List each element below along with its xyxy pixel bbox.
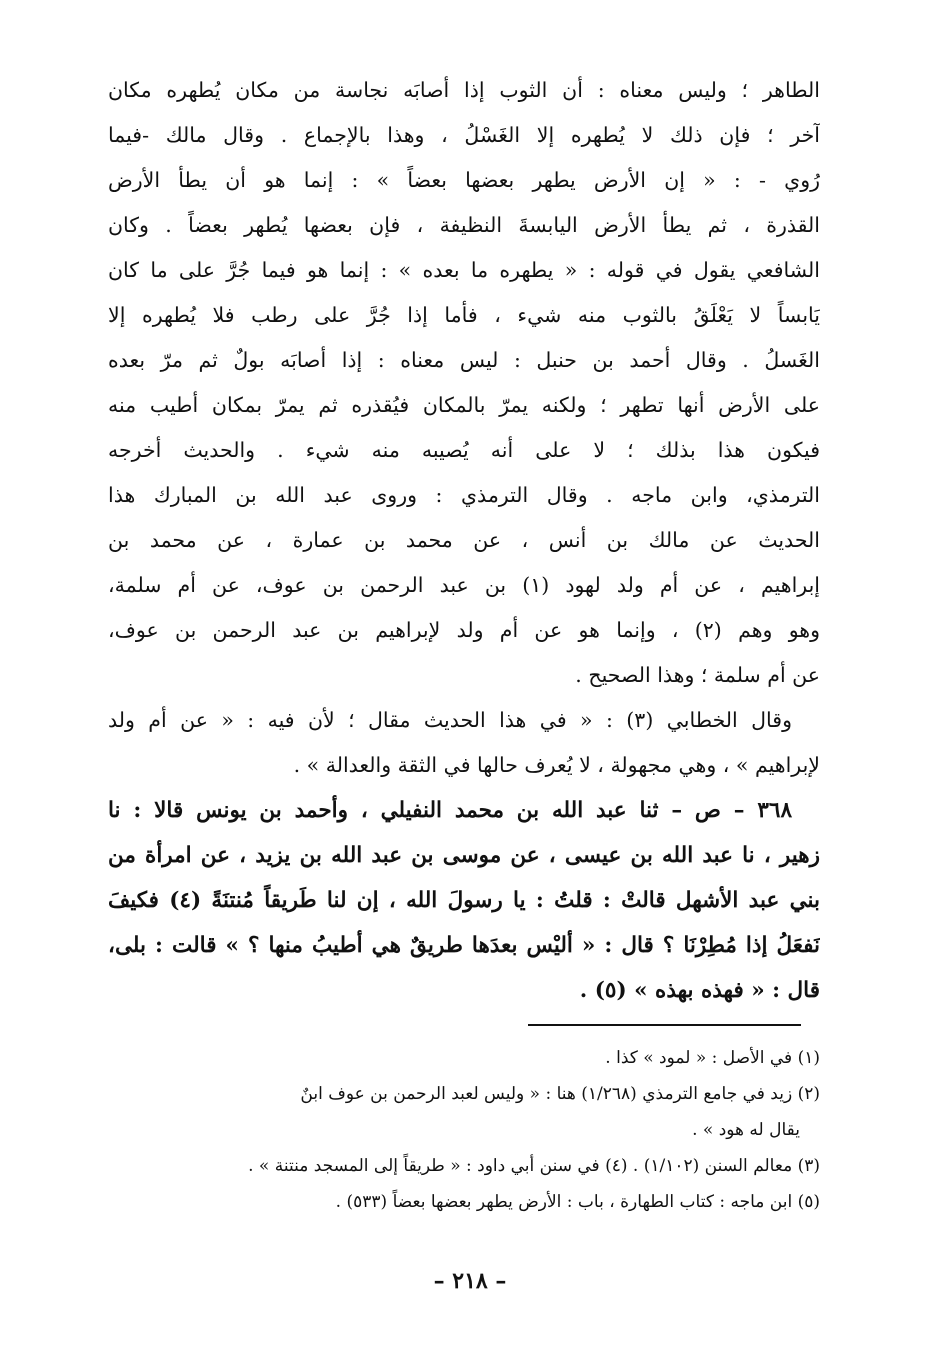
text-line: الشافعي يقول في قوله : « يطهره ما بعده » : إنما هو فيما جُرَّ على ما كان [108, 258, 820, 282]
commentary-paragraph [108, 68, 820, 698]
hadith-line: زهير ، نا عبد الله بن عيسى ، عن موسى بن عبد الله بن يزيد ، عن امرأة من [108, 843, 820, 868]
footnote-divider [528, 1024, 801, 1026]
footnote: (٥) ابن ماجه : كتاب الطهارة ، باب : الأرض يطهر بعضها بعضاً (٥٣٣) . [335, 1192, 820, 1212]
text-line: وقال الخطابي (٣) : « في هذا الحديث مقال ؛ لأن فيه : « عن أم ولد [108, 708, 792, 732]
text-line: الحديث عن مالك بن أنس ، عن محمد بن عمارة ، عن محمد بن [108, 528, 820, 552]
hadith-line: بني عبد الأشهل قالتْ : قلتُ : يا رسولَ الله ، إن لنا طَريقاً مُنتنَةً (٤) فكيفَ [108, 888, 820, 913]
footnote: (٢) زيد في جامع الترمذي (١/٢٦٨) هنا : « وليس لعبد الرحمن بن عوف ابنٌ [300, 1084, 820, 1104]
text-line: يَابساً لا يَعْلَقُ بالثوب منه شيء ، فأما إذا جُرَّ على رطب فلا يُطهره إلا [108, 303, 820, 327]
text-line: فيكون هذا بذلك ؛ لا على أنه يُصيبه منه شيء . والحديث أخرجه [108, 438, 820, 462]
hadith-line: قال : « فهذه بهذه » (٥) . [579, 978, 820, 1003]
hadith-paragraph [108, 788, 820, 1013]
text-line: رُوي - : « إن الأرض يطهر بعضها بعضاً » : إنما هو أن يطأ الأرض [108, 168, 820, 192]
text-line: الطاهر ؛ وليس معناه : أن الثوب إذا أصابَه نجاسة من مكان يُطهره مكان [108, 78, 820, 102]
footnotes [110, 1040, 820, 1220]
hadith-line: نَفعَلُ إذا مُطِرْنَا ؟ قال : « أليْس بعدَها طريقٌ هي أطيبُ منها ؟ » قالت : بلى، [108, 933, 820, 958]
text-line: الغَسلُ . وقال أحمد بن حنبل : ليس معناه : إذا أصابَه بولٌ ثم مرّ بعده [108, 348, 820, 372]
footnote: (١) في الأصل : « لمود » كذا . [605, 1048, 820, 1068]
text-line: لإبراهيم » ، وهي مجهولة ، لا يُعرف حالها في الثقة والعدالة » . [293, 753, 820, 777]
text-line: آخر ؛ فإن ذلك لا يُطهره إلا الغَسْلُ ، وهذا بالإجماع . وقال مالك -فيما [108, 123, 820, 147]
text-line: الترمذي، وابن ماجه . وقال الترمذي : وروى عبد الله بن المبارك هذا [108, 483, 820, 507]
main-text [108, 68, 820, 1013]
text-line: وهو وهم (٢) ، وإنما هو عن أم ولد لإبراهيم بن عبد الرحمن بن عوف، [108, 618, 820, 642]
text-line: القذرة ، ثم يطأ الأرض اليابسةَ النظيفة ، فإن بعضها يُطهر بعضاً . وكان [108, 213, 820, 237]
text-line: إبراهيم ، عن أم ولد لهود (١) بن عبد الرحمن بن عوف، عن أم سلمة، [108, 573, 820, 597]
hadith-line: ٣٦٨ – ص – ثنا عبد الله بن محمد النفيلي ، وأحمد بن يونس قالا : نا [108, 798, 792, 823]
khattabi-paragraph [108, 698, 820, 788]
footnote-continuation: يقال له هود » . [692, 1120, 800, 1140]
page-number: – ٢١٨ – [433, 1268, 507, 1294]
text-line: على الأرض أنها تطهر ؛ ولكنه يمرّ بالمكان فيُقذره ثم يمرّ بمكان أطيب منه [108, 393, 820, 417]
footnote: (٣) معالم السنن (١/١٠٢) . (٤) في سنن أبي داود : « طريقاً إلى المسجد منتنة » . [248, 1156, 820, 1176]
text-line: عن أم سلمة ؛ وهذا الصحيح . [575, 663, 820, 687]
